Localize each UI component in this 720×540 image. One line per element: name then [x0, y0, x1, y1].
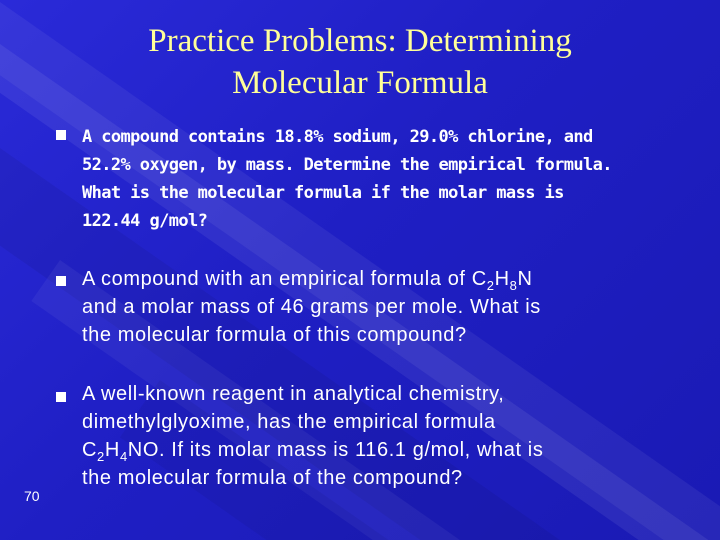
problem-1-line-1: A compound contains 18.8% sodium, 29.0% chlorine, and — [82, 127, 593, 147]
problem-2-line-1 — [82, 265, 672, 293]
problem-3-line-1: A well-known reagent in analytical chemistry, — [82, 383, 505, 405]
problem-2-line-2: and a molar mass of 46 grams per mole. What is — [82, 296, 541, 318]
problem-3-line-3 — [82, 436, 672, 464]
subscript: 2 — [486, 278, 495, 293]
problem-3-text: C — [82, 439, 98, 461]
problem-2-text: A compound with an empirical formula of C — [82, 268, 487, 290]
problem-3-line-2: dimethylglyoxime, has the empirical formula — [82, 411, 496, 433]
problem-2-text: H — [494, 268, 510, 290]
subscript: 4 — [119, 449, 128, 464]
bullet-square-icon — [56, 392, 66, 402]
problem-3 — [82, 380, 672, 492]
problem-3-text: NO. If its molar mass is 116.1 g/mol, what is — [127, 439, 544, 461]
slide-title — [60, 20, 660, 104]
bullet-square-icon — [56, 130, 66, 140]
bullet-square-icon — [56, 276, 66, 286]
problem-1-line-4: 122.44 g/mol? — [82, 211, 208, 231]
subscript: 2 — [97, 449, 105, 464]
problem-1-line-3: What is the molecular formula if the molar mass is — [82, 183, 564, 203]
title-line-1: Practice Problems: Determining — [148, 23, 572, 59]
problem-2-line-3: the molecular formula of this compound? — [82, 324, 467, 346]
problem-2-text: N — [517, 268, 533, 290]
problem-3-text: H — [104, 439, 120, 461]
problem-1 — [82, 123, 672, 235]
problem-2 — [82, 265, 672, 349]
title-line-2: Molecular Formula — [232, 65, 488, 101]
problem-1-line-2: 52.2% oxygen, by mass. Determine the empirical formula. — [82, 155, 612, 175]
subscript: 8 — [509, 278, 518, 293]
page-number: 70 — [24, 488, 40, 504]
problem-3-line-4: the molecular formula of the compound? — [82, 467, 463, 489]
